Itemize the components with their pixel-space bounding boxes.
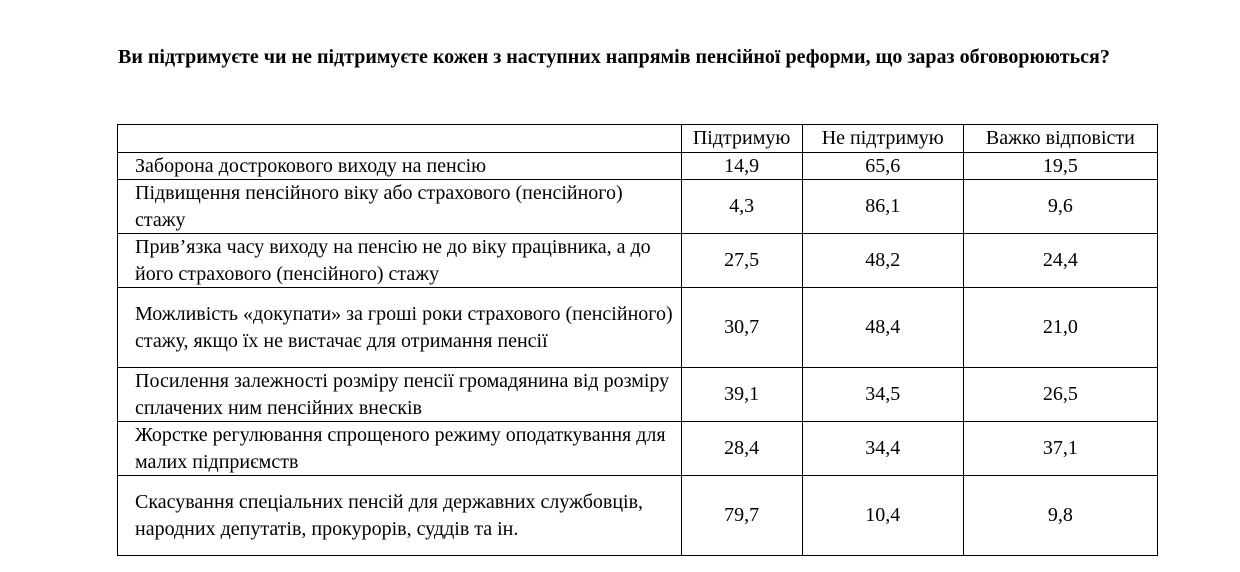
value-not-support: 65,6: [802, 152, 963, 180]
value-not-support: 48,4: [802, 288, 963, 368]
value-support: 28,4: [681, 422, 802, 476]
survey-table: [117, 124, 1158, 556]
table-row: [118, 368, 1158, 422]
value-support: 39,1: [681, 368, 802, 422]
table-row: [118, 422, 1158, 476]
row-label: Скасування спеціальних пенсій для державних службовців, народних депутатів, прокурорів, суддів та ін.: [118, 476, 682, 556]
header-cell-empty: [118, 125, 682, 153]
header-row: [118, 125, 1158, 153]
table-row: [118, 476, 1158, 556]
value-hard-to-say: 21,0: [963, 288, 1157, 368]
header-cell-not-support: Не підтримую: [802, 125, 963, 153]
value-support: 79,7: [681, 476, 802, 556]
value-not-support: 48,2: [802, 234, 963, 288]
value-hard-to-say: 37,1: [963, 422, 1157, 476]
survey-question: Ви підтримуєте чи не підтримуєте кожен з наступних напрямів пенсійної реформи, що зараз обговорюються?: [118, 46, 1110, 68]
value-not-support: 86,1: [802, 180, 963, 234]
value-hard-to-say: 9,8: [963, 476, 1157, 556]
value-support: 27,5: [681, 234, 802, 288]
value-support: 4,3: [681, 180, 802, 234]
header-cell-support: Підтримую: [681, 125, 802, 153]
value-not-support: 34,4: [802, 422, 963, 476]
row-label: Можливість «докупати» за гроші роки страхового (пенсійного) стажу, якщо їх не вистачає для отримання пенсії: [118, 288, 682, 368]
row-label: Прив’язка часу виходу на пенсію не до віку працівника, а до його страхового (пенсійного) стажу: [118, 234, 682, 288]
row-label: Підвищення пенсійного віку або страхового (пенсійного) стажу: [118, 180, 682, 234]
value-support: 30,7: [681, 288, 802, 368]
value-support: 14,9: [681, 152, 802, 180]
value-hard-to-say: 26,5: [963, 368, 1157, 422]
value-hard-to-say: 9,6: [963, 180, 1157, 234]
value-not-support: 34,5: [802, 368, 963, 422]
table-row: [118, 152, 1158, 180]
row-label: Жорстке регулювання спрощеного режиму оподаткування для малих підприємств: [118, 422, 682, 476]
table-row: [118, 288, 1158, 368]
header-cell-hard-to-say: Важко відповісти: [963, 125, 1157, 153]
value-hard-to-say: 24,4: [963, 234, 1157, 288]
row-label: Заборона дострокового виходу на пенсію: [118, 152, 682, 180]
table-row: [118, 234, 1158, 288]
value-hard-to-say: 19,5: [963, 152, 1157, 180]
value-not-support: 10,4: [802, 476, 963, 556]
table-row: [118, 180, 1158, 234]
row-label: Посилення залежності розміру пенсії громадянина від розміру сплачених ним пенсійних внесків: [118, 368, 682, 422]
